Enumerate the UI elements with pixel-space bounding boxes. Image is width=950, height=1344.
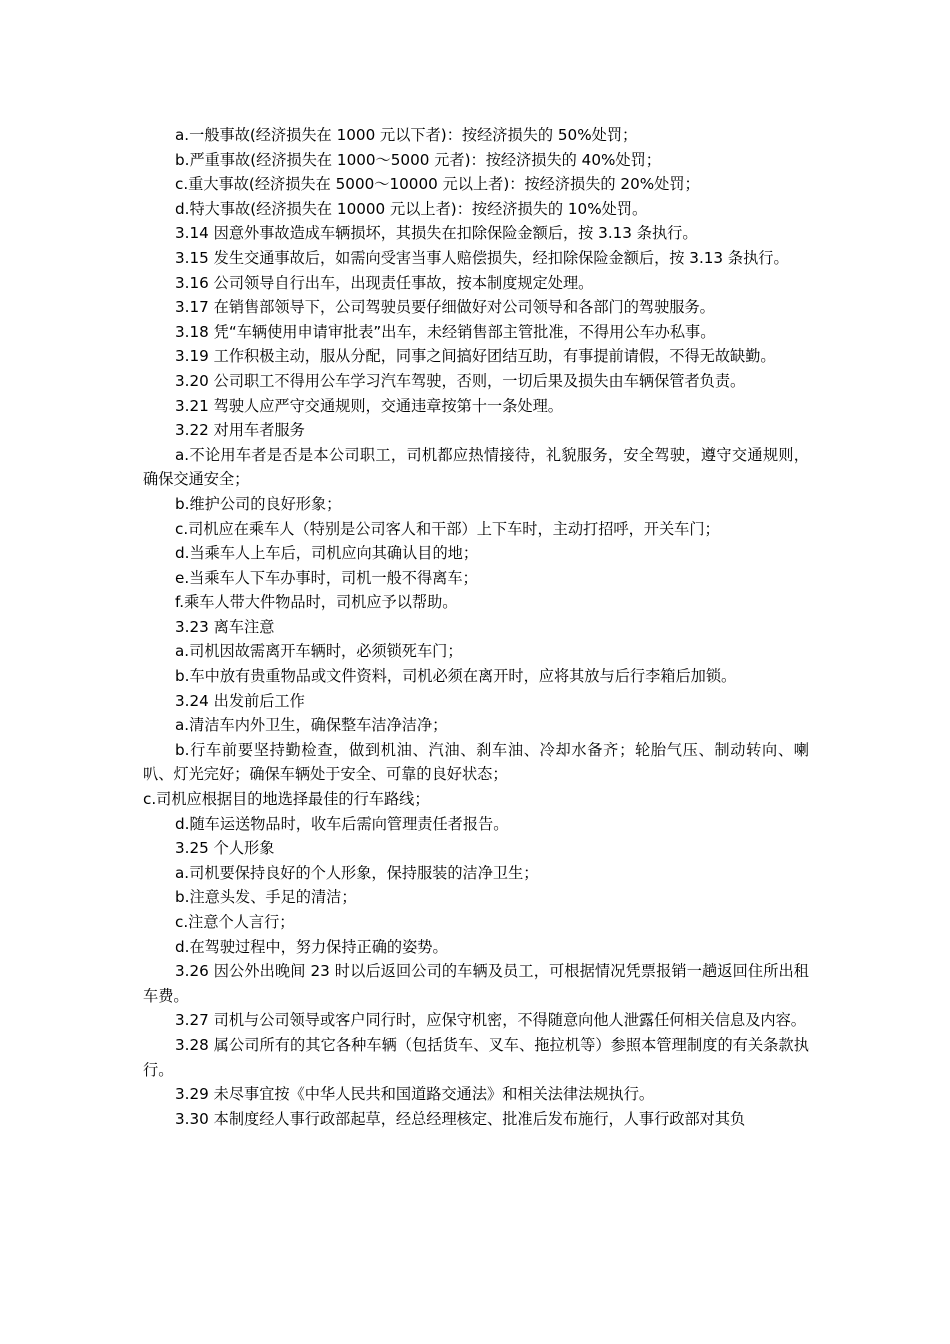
paragraph: 3.24 出发前后工作: [175, 691, 305, 710]
paragraph: 3.29 未尽事宜按《中华人民共和国道路交通法》和相关法律法规执行。: [175, 1085, 655, 1104]
paragraph: 3.18 凭“车辆使用申请审批表”出车，未经销售部主管批准，不得用公车办私事。: [175, 322, 716, 341]
paragraph: d.特大事故(经济损失在 10000 元以上者)：按经济损失的 10%处罚。: [175, 199, 648, 218]
paragraph: b.注意头发、手足的清洁；: [175, 888, 357, 907]
paragraph: 3.14 因意外事故造成车辆损坏，其损失在扣除保险金额后，按 3.13 条执行。: [175, 224, 698, 243]
paragraph: 3.23 离车注意: [175, 617, 275, 636]
paragraph: a.司机因故需离开车辆时，必须锁死车门；: [175, 642, 463, 661]
paragraph: 3.21 驾驶人应严守交通规则，交通违章按第十一条处理。: [175, 396, 563, 415]
paragraph: b.行车前要坚持勤检查，做到机油、汽油、刹车油、冷却水备齐；轮胎气压、制动转向、喇叭、灯光完好；确保车辆处于安全、可靠的良好状态；: [143, 740, 809, 784]
paragraph: a.不论用车者是否是本公司职工，司机都应热情接待，礼貌服务，安全驾驶，遵守交通规则，确保交通安全；: [143, 445, 809, 489]
paragraph: e.当乘车人下车办事时，司机一般不得离车；: [175, 568, 478, 587]
paragraph: a.司机要保持良好的个人形象，保持服装的洁净卫生；: [175, 863, 539, 882]
paragraph: 3.20 公司职工不得用公车学习汽车驾驶，否则，一切后果及损失由车辆保管者负责。: [175, 371, 746, 390]
paragraph: f.乘车人带大件物品时，司机应予以帮助。: [175, 593, 458, 612]
paragraph: 3.22 对用车者服务: [175, 421, 305, 440]
document-body: [143, 123, 809, 1131]
paragraph: d.当乘车人上车后，司机应向其确认目的地；: [175, 544, 479, 563]
paragraph: 3.16 公司领导自行出车，出现责任事故，按本制度规定处理。: [175, 273, 594, 292]
paragraph: 3.19 工作积极主动，服从分配，同事之间搞好团结互助，有事提前请假，不得无故缺勤。: [175, 347, 776, 366]
paragraph: 3.30 本制度经人事行政部起草，经总经理核定、批准后发布施行，人事行政部对其负: [175, 1109, 746, 1128]
paragraph: b.维护公司的良好形象；: [175, 494, 342, 513]
paragraph: a.清洁车内外卫生，确保整车洁净洁净；: [175, 716, 448, 735]
paragraph: c.司机应在乘车人（特别是公司客人和干部）上下车时，主动打招呼，开关车门；: [175, 519, 720, 538]
paragraph: 3.27 司机与公司领导或客户同行时，应保守机密，不得随意向他人泄露任何相关信息及内容。: [175, 1011, 806, 1030]
paragraph: a.一般事故(经济损失在 1000 元以下者)：按经济损失的 50%处罚；: [175, 126, 638, 144]
paragraph: d.在驾驶过程中，努力保持正确的姿势。: [175, 937, 448, 956]
paragraph: 3.28 属公司所有的其它各种车辆（包括货车、叉车、拖拉机等）参照本管理制度的有关条款执行。: [143, 1035, 809, 1079]
paragraph: c.司机应根据目的地选择最佳的行车路线；: [143, 790, 430, 809]
paragraph: d.随车运送物品时，收车后需向管理责任者报告。: [175, 814, 509, 833]
paragraph: 3.26 因公外出晚间 23 时以后返回公司的车辆及员工，可根据情况凭票报销一趟返回住所出租车费。: [143, 962, 809, 1005]
paragraph: 3.25 个人形象: [175, 839, 275, 858]
paragraph: c.注意个人言行；: [175, 913, 295, 931]
paragraph: 3.17 在销售部领导下，公司驾驶员要仔细做好对公司领导和各部门的驾驶服务。: [175, 298, 715, 317]
paragraph: b.车中放有贵重物品或文件资料，司机必须在离开时，应将其放与后行李箱后加锁。: [175, 667, 737, 686]
paragraph: 3.15 发生交通事故后，如需向受害当事人赔偿损失，经扣除保险金额后，按 3.13 条执行。: [175, 248, 789, 267]
paragraph: b.严重事故(经济损失在 1000～5000 元者)：按经济损失的 40%处罚；: [175, 150, 661, 169]
paragraph: c.重大事故(经济损失在 5000～10000 元以上者)：按经济损失的 20%处罚；: [175, 175, 700, 194]
